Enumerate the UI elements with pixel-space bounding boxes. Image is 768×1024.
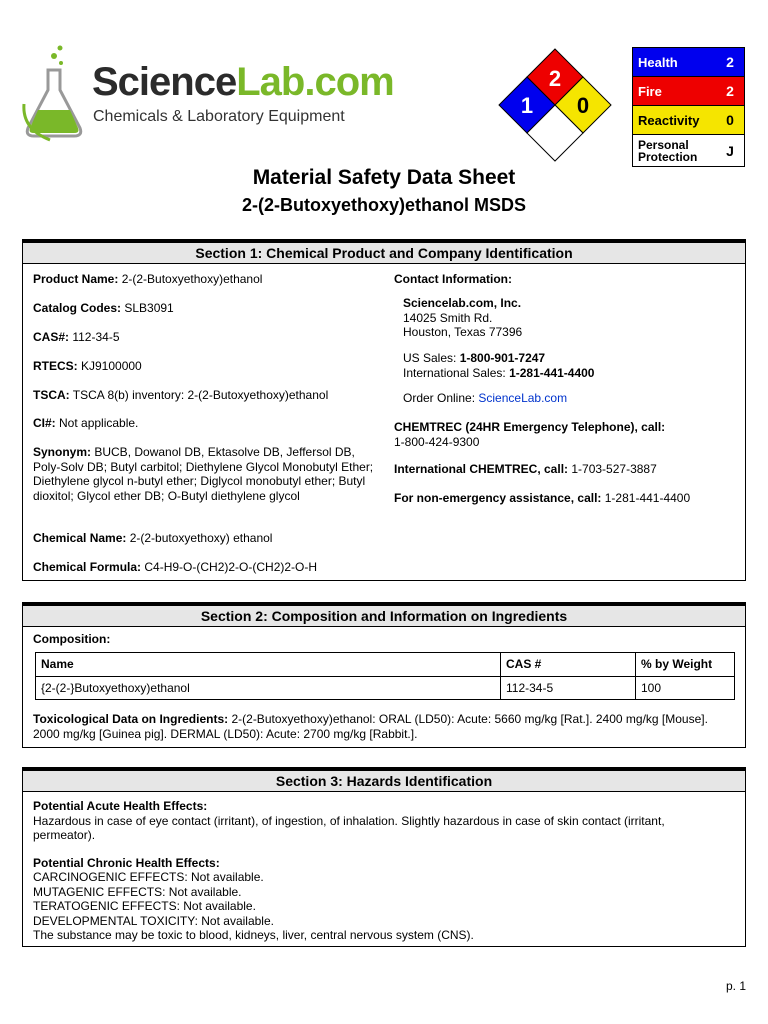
rtecs-field [33, 359, 383, 374]
chemtrec-label: CHEMTREC (24HR Emergency Telephone), call: [394, 420, 666, 434]
cas-field [33, 330, 383, 345]
non-emergency-label: For non-emergency assistance, call: [394, 491, 602, 505]
ci-label: CI#: [33, 416, 56, 430]
international-sales-phone: 1-281-441-4400 [509, 365, 595, 380]
company-address-line2: Houston, Texas 77396 [403, 325, 523, 339]
ingredient-name: {2-(2-}Butoxyethoxy)ethanol [36, 676, 501, 700]
logo-wordmark [92, 62, 394, 102]
flask-logo-icon [20, 44, 90, 144]
target-organs-statement: The substance may be toxic to blood, kidneys, liver, central nervous system (CNS). [33, 928, 474, 942]
international-sales-label: International Sales: [403, 365, 510, 380]
toxicological-data-value: 2-(2-Butoxyethoxy)ethanol: ORAL (LD50): Acute: 5660 mg/kg [Rat.]. 2400 mg/kg [Mouse]. 2000 mg/kg [Guinea pig]. DERMAL (LD50): Acute: 2700 mg/kg [Rabbit.]. [33, 712, 708, 741]
hmis-health-label: Health [638, 54, 678, 70]
section-1-title: Section 1: Chemical Product and Company Identification [23, 240, 745, 264]
hmis-ppe-label [633, 139, 716, 163]
rtecs-label: RTECS: [33, 359, 78, 373]
toxicological-data-label: Toxicological Data on Ingredients: [33, 712, 229, 726]
company-name: Sciencelab.com, Inc. [403, 296, 522, 310]
order-online [403, 391, 748, 406]
section-2-title: Section 2: Composition and Information on Ingredients [23, 603, 745, 627]
contact-information-label: Contact Information: [394, 272, 512, 286]
nfpa-health-value: 1 [520, 93, 534, 118]
product-name-value: 2-(2-Butoxyethoxy)ethanol [118, 272, 263, 286]
hmis-fire-value: 2 [726, 83, 734, 99]
hmis-ppe-value: J [726, 142, 734, 159]
company-address-line1: 14025 Smith Rd. [403, 310, 493, 325]
hmis-fire-label: Fire [638, 83, 662, 99]
carcinogenic-effects: CARCINOGENIC EFFECTS: Not available. [33, 870, 264, 884]
teratogenic-effects: TERATOGENIC EFFECTS: Not available. [33, 899, 256, 913]
composition-table [35, 652, 735, 700]
synonym-value: BUCB, Dowanol DB, Ektasolve DB, Jeffersol DB, Poly-Solv DB; Butyl carbitol; Diethylene Glycol Monobutyl Ether; Diethylene glycol n-butyl ether; Diglycol monobutyl ether; Butyl dioxitol; Glycol ether DB; O-Butyl diethylene glycol [33, 445, 374, 503]
logo-name-dark: Science [92, 60, 237, 104]
mutagenic-effects: MUTAGENIC EFFECTS: Not available. [33, 884, 242, 899]
logo-tagline: Chemicals & Laboratory Equipment [93, 108, 345, 125]
section-1 [22, 239, 746, 581]
toxicological-data [33, 712, 733, 741]
header-cas: CAS # [501, 653, 636, 677]
international-chemtrec-field [394, 462, 739, 477]
section-3-title: Section 3: Hazards Identification [23, 768, 745, 792]
hmis-fire-row [633, 77, 744, 106]
ingredient-cas: 112-34-5 [501, 676, 636, 700]
document-subtitle: 2-(2-Butoxyethoxy)ethanol MSDS [241, 195, 527, 215]
hmis-reactivity-label: Reactivity [638, 112, 700, 128]
us-sales-label: US Sales: [403, 351, 460, 365]
catalog-codes-value: SLB3091 [121, 301, 174, 315]
chemical-name-value: 2-(2-butoxyethoxy) ethanol [126, 531, 273, 545]
non-emergency-field [394, 491, 739, 506]
order-online-label: Order Online: [403, 391, 479, 405]
composition-label: Composition: [33, 632, 111, 646]
hmis-health-value: 2 [726, 54, 734, 70]
tsca-label: TSCA: [33, 388, 70, 402]
international-chemtrec-label: International CHEMTREC, call: [394, 462, 569, 476]
chemical-formula-label: Chemical Formula: [33, 560, 142, 574]
ingredient-percent: 100 [636, 676, 735, 700]
chemical-name-label: Chemical Name: [33, 531, 127, 545]
header-percent-by-weight: % by Weight [636, 653, 735, 677]
us-sales-phone: 1-800-901-7247 [459, 351, 546, 365]
section-2 [22, 602, 746, 748]
section-3-body [23, 792, 745, 950]
sales-phones [403, 351, 748, 380]
page-number: p. 1 [725, 979, 746, 993]
developmental-toxicity: DEVELOPMENTAL TOXICITY: Not available. [33, 913, 274, 928]
header-name: Name [36, 653, 501, 677]
international-chemtrec-phone: 1-703-527-3887 [568, 462, 657, 476]
nfpa-diamond-icon [497, 48, 613, 164]
rtecs-value: KJ9100000 [77, 359, 142, 373]
chemtrec-field [394, 420, 739, 449]
chemical-name-field [33, 531, 383, 546]
chemtrec-phone: 1-800-424-9300 [394, 434, 480, 449]
chemical-formula-value: C4-H9-O-(CH2)2-O-(CH2)2-O-H [141, 560, 318, 574]
ci-field [33, 416, 383, 431]
section-2-body [23, 627, 745, 743]
product-name-field [33, 272, 383, 287]
non-emergency-phone: 1-281-441-4400 [601, 491, 691, 505]
composition-table-header [36, 653, 735, 677]
catalog-codes-label: Catalog Codes: [33, 301, 122, 315]
logo-name-suffix: .com [304, 60, 394, 104]
ci-value: Not applicable. [55, 416, 139, 430]
hmis-reactivity-value: 0 [726, 112, 734, 128]
hmis-reactivity-row [633, 106, 744, 135]
catalog-codes-field [33, 301, 383, 316]
acute-health-effects-value: Hazardous in case of eye contact (irritant), of ingestion, of inhalation. Slightly hazardous in case of skin contact (irritant, permeator). [33, 813, 665, 842]
cas-label: CAS#: [33, 330, 70, 344]
tsca-field [33, 388, 383, 403]
hmis-ppe-label-line1: Personal [638, 137, 689, 152]
document-title: Material Safety Data Sheet [252, 166, 516, 189]
order-online-link[interactable]: ScienceLab.com [478, 391, 568, 405]
chronic-health-effects-label: Potential Chronic Health Effects: [33, 855, 220, 870]
hmis-ppe-row [633, 135, 744, 166]
product-name-label: Product Name: [33, 272, 119, 286]
tsca-value: TSCA 8(b) inventory: 2-(2-Butoxyethoxy)ethanol [69, 388, 329, 402]
synonym-label: Synonym: [33, 445, 92, 459]
hmis-rating-table [632, 47, 745, 167]
nfpa-reactivity-value: 0 [576, 93, 590, 118]
hmis-health-row [633, 48, 744, 77]
table-row [36, 676, 735, 700]
section-3 [22, 767, 746, 947]
hmis-ppe-label-line2: Protection [638, 149, 698, 164]
logo-name-green: Lab [236, 60, 305, 104]
acute-health-effects-label: Potential Acute Health Effects: [33, 799, 208, 813]
chemical-formula-field [33, 560, 383, 575]
section-1-body [23, 264, 745, 576]
synonym-field [33, 445, 383, 503]
sciencelab-logo [20, 44, 394, 144]
cas-value: 112-34-5 [69, 330, 120, 344]
company-address [403, 296, 748, 340]
nfpa-fire-value: 2 [548, 66, 562, 91]
